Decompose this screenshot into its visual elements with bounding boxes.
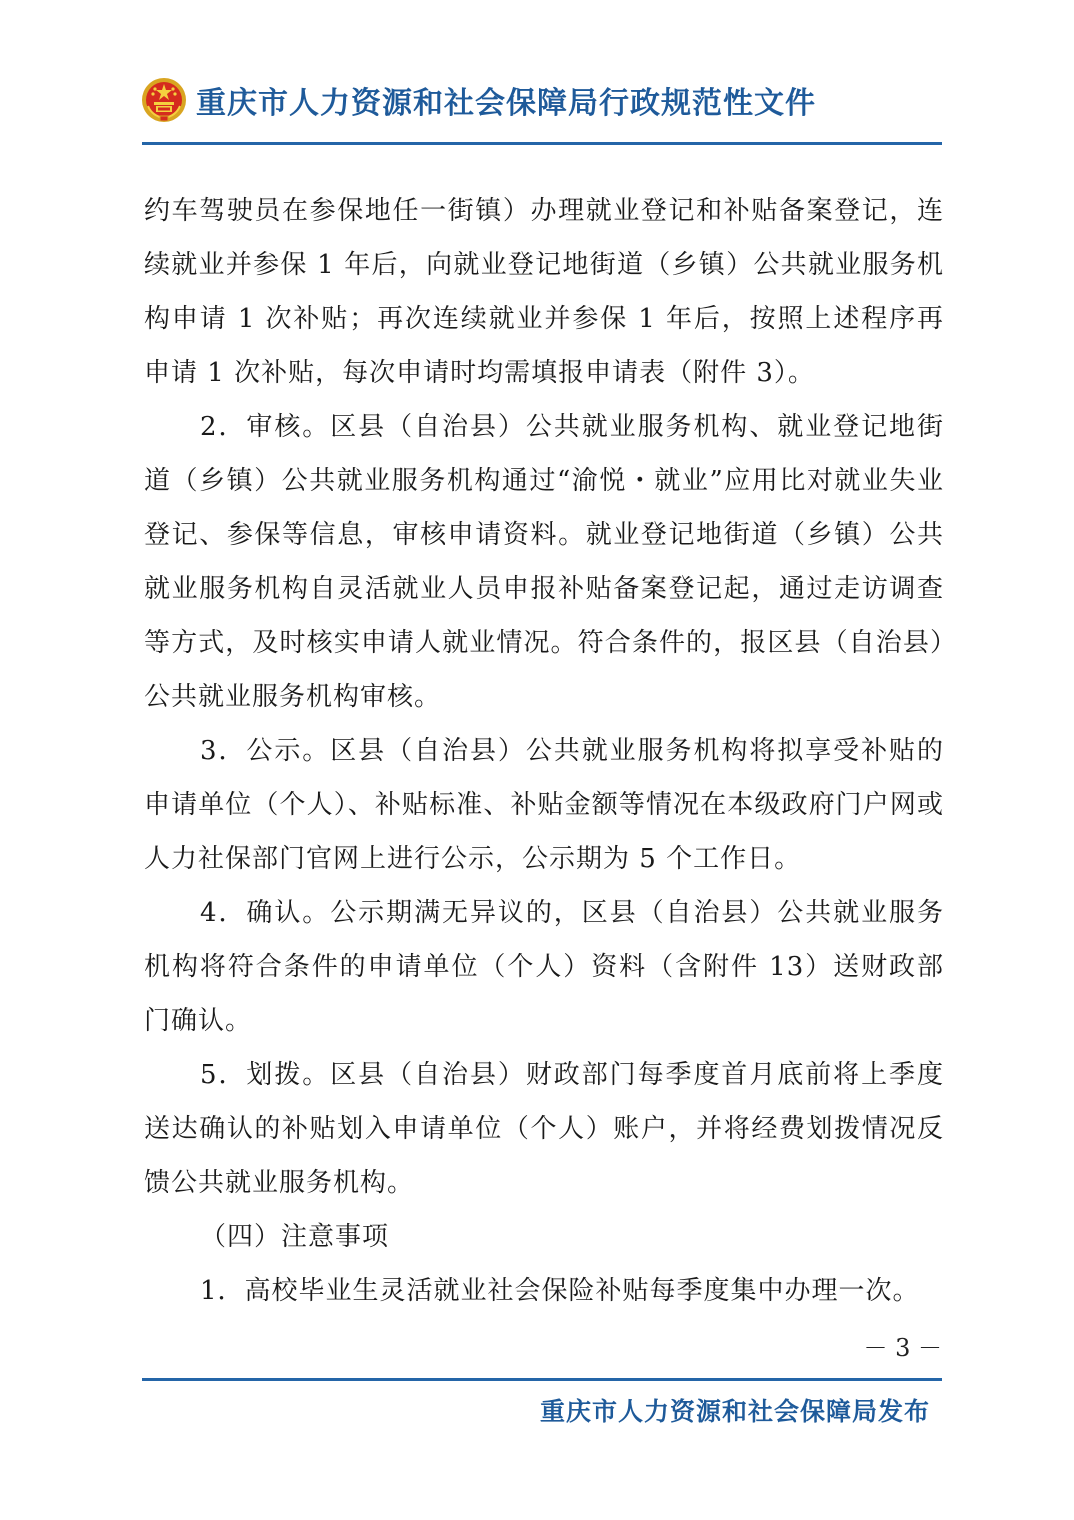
header-divider [142, 142, 942, 145]
document-body [144, 184, 944, 1318]
document-header [140, 72, 816, 128]
page-number: － 3 － [863, 1334, 942, 1362]
national-emblem-icon [140, 76, 188, 124]
body-paragraph: 3．公示。区县（自治县）公共就业服务机构将拟享受补贴的申请单位（个人）、补贴标准、补贴金额等情况在本级政府门户网或人力社保部门官网上进行公示，公示期为 5 个工作日。 [144, 736, 944, 874]
header-title: 重庆市人力资源和社会保障局行政规范性文件 [196, 86, 816, 121]
body-paragraph: 4．确认。公示期满无异议的，区县（自治县）公共就业服务机构将符合条件的申请单位（个人）资料（含附件 13）送财政部门确认。 [144, 898, 944, 1036]
body-paragraph: 5．划拨。区县（自治县）财政部门每季度首月底前将上季度送达确认的补贴划入申请单位（个人）账户，并将经费划拨情况反馈公共就业服务机构。 [144, 1060, 944, 1198]
body-paragraph: 2．审核。区县（自治县）公共就业服务机构、就业登记地街道（乡镇）公共就业服务机构通过“渝悦・就业”应用比对就业失业登记、参保等信息，审核申请资料。就业登记地街道（乡镇）公共就业服务机构自灵活就业人员申报补贴备案登记起，通过走访调查等方式，及时核实申请人就业情况。符合条件的，报区县（自治县）公共就业服务机构审核。 [144, 412, 944, 712]
section-heading: （四）注意事项 [200, 1222, 390, 1252]
footer-publisher: 重庆市人力资源和社会保障局发布 [539, 1397, 930, 1426]
footer-divider [142, 1378, 942, 1381]
body-paragraph: 约车驾驶员在参保地任一街镇）办理就业登记和补贴备案登记，连续就业并参保 1 年后，向就业登记地街道（乡镇）公共就业服务机构申请 1 次补贴；再次连续就业并参保 1 年后，按照上述程序再申请 1 次补贴，每次申请时均需填报申请表（附件 3）。 [144, 196, 944, 388]
body-paragraph: 1．高校毕业生灵活就业社会保险补贴每季度集中办理一次。 [200, 1276, 920, 1306]
